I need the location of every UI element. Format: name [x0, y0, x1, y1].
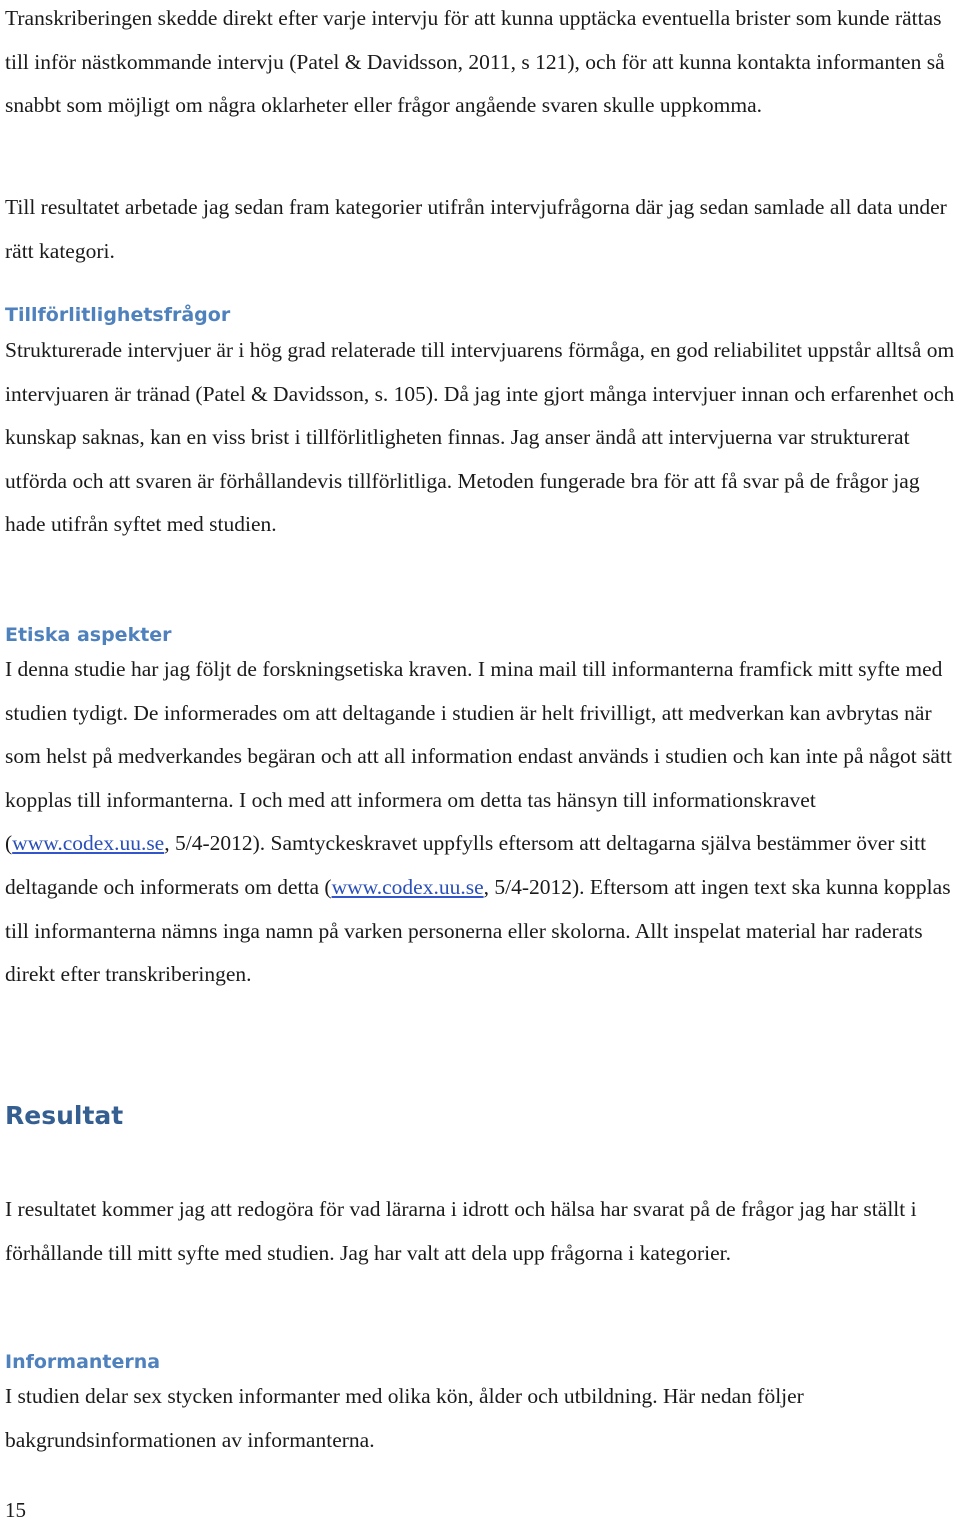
etik-text-part-3: , 5/4-2012). Eftersom att ingen text ska kunna kopplas till informanterna nämns inga namn på varken personerna eller skolorna. Allt inspelat material har raderats direkt efter transkriberingen.: [5, 874, 951, 987]
paragraph-tillforlitlighet: Strukturerade intervjuer är i hög grad relaterade till intervjuarens förmåga, en god reliabilitet uppstår alltså om intervjuaren är tränad (Patel & Davidsson, s. 105). Då jag inte gjort många intervjuer innan och erfarenhet och kunskap saknas, kan en viss brist i tillförlitligheten finnas. Jag anser ändå att intervjuerna var strukturerat utförda och att svaren är förhållandevis tillförlitliga. Metoden fungerade bra för att få svar på de frågor jag hade utifrån syftet med studien.: [5, 338, 955, 537]
codex-link-1[interactable]: www.codex.uu.se: [12, 831, 165, 856]
etik-text-part-2: , 5/4-2012). Samtyckeskravet uppfylls eftersom att deltagarna själva bestämmer över sitt deltagande och informerats om detta (: [5, 831, 927, 899]
page-number: 15: [5, 1498, 26, 1522]
heading-resultat: Resultat: [5, 1101, 124, 1130]
heading-informanterna: Informanterna: [5, 1351, 161, 1373]
paragraph-informanterna: I studien delar sex stycken informanter med olika kön, ålder och utbildning. Här nedan följer bakgrundsinformationen av informanterna.: [5, 1384, 804, 1452]
paragraph-kategorier: Till resultatet arbetade jag sedan fram kategorier utifrån intervjufrågorna där jag sedan samlade all data under rätt kategori.: [5, 195, 947, 263]
heading-etiska-aspekter: Etiska aspekter: [5, 624, 172, 646]
etik-text-part-1: I denna studie har jag följt de forskningsetiska kraven. I mina mail till informanterna framfick mitt syfte med studien tydigt. De informerades om att deltagande i studien är helt frivilligt, att medverkan kan avbrytas när som helst på medverkandes begäran och att all information endast används i studien och kan inte på något sätt kopplas till informanterna. I och med att informera om detta tas hänsyn till informationskravet (: [5, 657, 952, 856]
codex-link-2[interactable]: www.codex.uu.se: [331, 874, 484, 899]
paragraph-resultat: I resultatet kommer jag att redogöra för vad lärarna i idrott och hälsa har svarat på de frågor jag har ställt i förhållande till mitt syfte med studien. Jag har valt att dela upp frågorna i kategorier.: [5, 1197, 917, 1265]
heading-tillforlitlighetsfragor: Tillförlitlighetsfrågor: [5, 304, 231, 326]
paragraph-etiska-aspekter: [5, 648, 955, 997]
paragraph-transkribering: Transkriberingen skedde direkt efter varje intervju för att kunna upptäcka eventuella brister som kunde rättas till inför nästkommande intervju (Patel & Davidsson, 2011, s 121), och för att kunna kontakta informanten så snabbt som möjligt om några oklarheter eller frågor angående svaren skulle uppkomma.: [5, 6, 945, 118]
